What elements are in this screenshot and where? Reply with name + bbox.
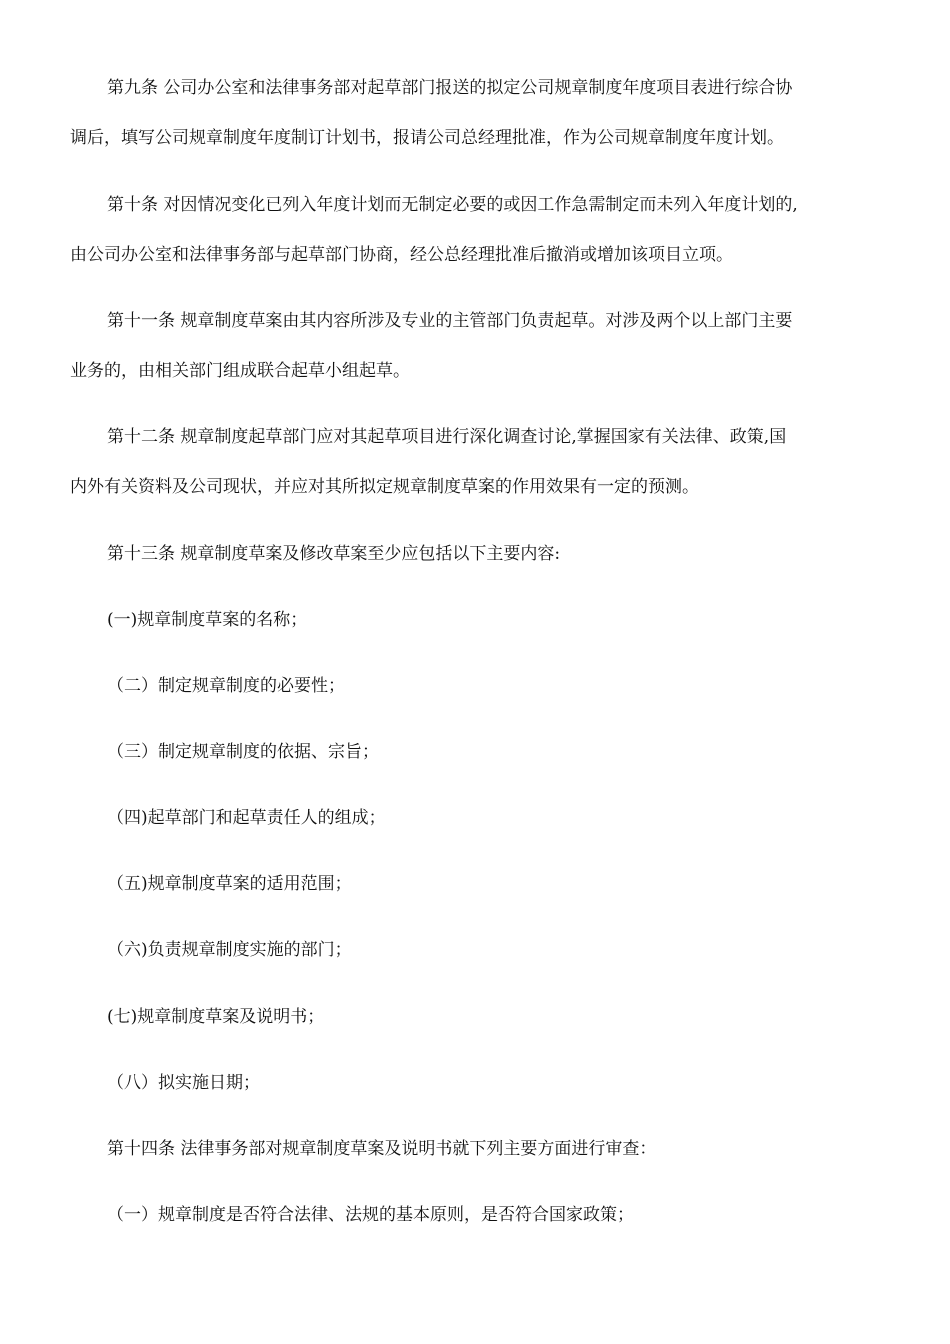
list-item: （三）制定规章制度的依据、宗旨； [107, 742, 379, 762]
article-9-line-1: 第九条 公司办公室和法律事务部对起草部门报送的拟定公司规章制度年度项目表进行综合协 [107, 78, 793, 98]
article-10-line-2: 由公司办公室和法律事务部与起草部门协商，经公总经理批准后撤消或增加该项目立项。 [70, 245, 733, 265]
list-item: （八）拟实施日期； [107, 1073, 260, 1093]
article-11-line-1: 第十一条 规章制度草案由其内容所涉及专业的主管部门负责起草。对涉及两个以上部门主要 [107, 311, 793, 331]
list-item: （五)规章制度草案的适用范围； [107, 874, 352, 894]
article-11-line-2: 业务的，由相关部门组成联合起草小组起草。 [70, 361, 410, 381]
article-13-heading: 第十三条 规章制度草案及修改草案至少应包括以下主要内容: [107, 544, 561, 564]
article-12-line-2: 内外有关资料及公司现状，并应对其所拟定规章制度草案的作用效果有一定的预测。 [70, 477, 699, 497]
list-item: （二）制定规章制度的必要性； [107, 676, 345, 696]
list-item: （一）规章制度是否符合法律、法规的基本原则，是否符合国家政策； [107, 1205, 634, 1225]
article-14-heading: 第十四条 法律事务部对规章制度草案及说明书就下列主要方面进行审查： [107, 1139, 657, 1159]
list-item: (一)规章制度草案的名称； [107, 610, 308, 630]
article-10-line-1: 第十条 对因情况变化已列入年度计划而无制定必要的或因工作急需制定而未列入年度计划的, [107, 195, 798, 215]
article-12-line-1: 第十二条 规章制度起草部门应对其起草项目进行深化调查讨论,掌握国家有关法律、政策,国 [107, 427, 787, 447]
list-item: (七)规章制度草案及说明书； [107, 1007, 325, 1027]
list-item: （四)起草部门和起草责任人的组成； [107, 808, 386, 828]
list-item: （六)负责规章制度实施的部门； [107, 940, 352, 960]
article-9-line-2: 调后，填写公司规章制度年度制订计划书，报请公司总经理批准，作为公司规章制度年度计划。 [70, 128, 784, 148]
